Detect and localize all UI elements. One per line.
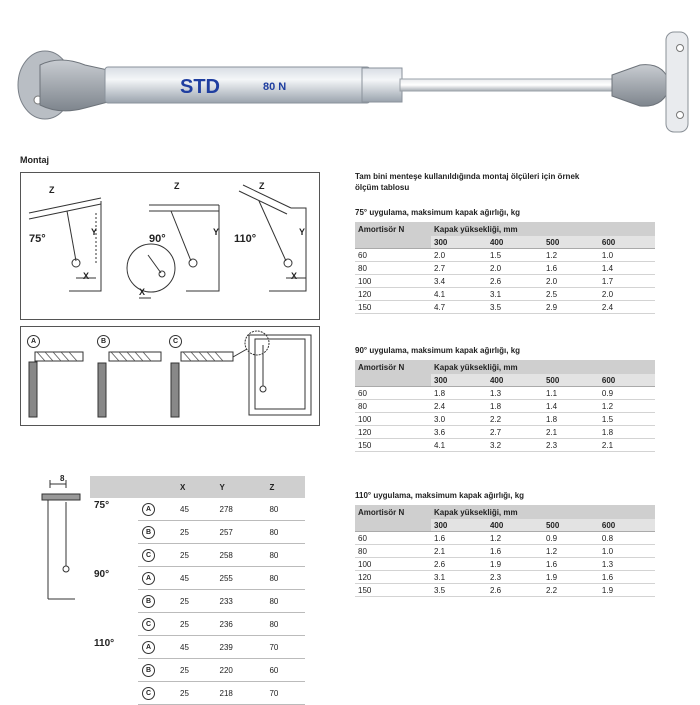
weight-cell: 1.5 bbox=[487, 249, 543, 262]
x-cell: 25 bbox=[176, 613, 216, 636]
weight-cell: 1.8 bbox=[487, 400, 543, 413]
table-row bbox=[355, 387, 655, 400]
blank-cell bbox=[355, 236, 431, 249]
x-cell: 25 bbox=[176, 544, 216, 567]
height-header: 400 bbox=[487, 236, 543, 249]
z-cell: 80 bbox=[265, 590, 305, 613]
table-row bbox=[355, 439, 655, 452]
y-cell: 220 bbox=[216, 659, 266, 682]
force-cell: 60 bbox=[355, 387, 431, 400]
variant-cell bbox=[138, 659, 176, 682]
weight-cell: 0.9 bbox=[599, 387, 655, 400]
angle-cell: 110° bbox=[94, 637, 115, 649]
weight-cell: 1.2 bbox=[599, 400, 655, 413]
y-cell: 255 bbox=[216, 567, 266, 590]
angle-label-90: 90° bbox=[149, 233, 166, 245]
weight-cell: 2.5 bbox=[543, 288, 599, 301]
y-cell: 239 bbox=[216, 636, 266, 659]
intro-text bbox=[355, 171, 685, 193]
force-cell: 150 bbox=[355, 301, 431, 314]
dim-y-3: Y bbox=[299, 227, 306, 237]
force-cell: 120 bbox=[355, 288, 431, 301]
blank-cell bbox=[355, 519, 431, 532]
table1-title: 75° uygulama, maksimum kapak ağırlığı, kg bbox=[355, 208, 521, 217]
angle-label-110: 110° bbox=[234, 233, 257, 245]
weight-cell: 2.3 bbox=[543, 439, 599, 452]
y-cell: 257 bbox=[216, 521, 266, 544]
weight-cell: 0.9 bbox=[543, 532, 599, 545]
side-dim-label: 8 bbox=[60, 474, 65, 483]
variant-marker: C bbox=[142, 618, 155, 631]
weight-cell: 1.8 bbox=[431, 387, 487, 400]
force-cell: 120 bbox=[355, 571, 431, 584]
table-row bbox=[355, 301, 655, 314]
height-label: Kapak yüksekliği, mm bbox=[431, 505, 655, 519]
weight-cell: 2.6 bbox=[487, 584, 543, 597]
weight-cell: 1.9 bbox=[599, 584, 655, 597]
cabinet-side-diagram bbox=[30, 474, 90, 604]
weight-cell: 1.6 bbox=[543, 558, 599, 571]
dim-y-1: Y bbox=[91, 227, 98, 237]
weight-cell: 2.1 bbox=[431, 545, 487, 558]
brand-label: STD bbox=[180, 76, 220, 98]
weight-cell: 1.4 bbox=[599, 262, 655, 275]
weight-cell: 3.5 bbox=[431, 584, 487, 597]
weight-cell: 1.3 bbox=[487, 387, 543, 400]
height-header: 300 bbox=[431, 374, 487, 387]
angle-cell: 90° bbox=[94, 568, 110, 580]
z-cell: 60 bbox=[265, 659, 305, 682]
variant-cell bbox=[138, 682, 176, 705]
angle-diagrams bbox=[20, 172, 320, 320]
z-cell: 80 bbox=[265, 567, 305, 590]
force-cell: 60 bbox=[355, 532, 431, 545]
dim-y-2: Y bbox=[213, 227, 220, 237]
force-label: 80 N bbox=[263, 81, 287, 93]
table-row bbox=[355, 400, 655, 413]
variant-b-marker: B bbox=[97, 335, 110, 348]
variant-marker: A bbox=[142, 503, 155, 516]
x-cell: 25 bbox=[176, 659, 216, 682]
height-header: 400 bbox=[487, 374, 543, 387]
force-cell: 80 bbox=[355, 400, 431, 413]
weight-cell: 1.8 bbox=[543, 413, 599, 426]
table-row bbox=[355, 413, 655, 426]
weight-cell: 3.0 bbox=[431, 413, 487, 426]
weight-cell: 1.9 bbox=[543, 571, 599, 584]
force-cell: 100 bbox=[355, 413, 431, 426]
variant-marker: C bbox=[142, 549, 155, 562]
variant-cell bbox=[138, 590, 176, 613]
weight-cell: 1.3 bbox=[599, 558, 655, 571]
weight-cell: 4.7 bbox=[431, 301, 487, 314]
dim-z-3: Z bbox=[259, 181, 265, 191]
x-cell: 45 bbox=[176, 567, 216, 590]
height-header: 300 bbox=[431, 519, 487, 532]
x-cell: 25 bbox=[176, 590, 216, 613]
x-cell: 25 bbox=[176, 521, 216, 544]
z-cell: 80 bbox=[265, 544, 305, 567]
force-cell: 80 bbox=[355, 262, 431, 275]
weight-cell: 1.6 bbox=[599, 571, 655, 584]
weight-cell: 2.4 bbox=[599, 301, 655, 314]
z-cell: 80 bbox=[265, 498, 305, 521]
variant-cell bbox=[138, 498, 176, 521]
z-cell: 80 bbox=[265, 613, 305, 636]
weight-cell: 4.1 bbox=[431, 439, 487, 452]
z-cell: 70 bbox=[265, 682, 305, 705]
dim-x-2: X bbox=[139, 287, 146, 297]
variant-marker: C bbox=[142, 687, 155, 700]
weight-cell: 1.6 bbox=[431, 532, 487, 545]
weight-cell: 2.0 bbox=[431, 249, 487, 262]
xyz-header-x: X bbox=[176, 476, 216, 498]
weight-cell: 2.4 bbox=[431, 400, 487, 413]
angle-cell: 75° bbox=[94, 500, 110, 511]
weight-cell: 1.6 bbox=[543, 262, 599, 275]
blank-cell bbox=[355, 374, 431, 387]
table-row bbox=[355, 426, 655, 439]
weight-cell: 1.7 bbox=[599, 275, 655, 288]
weight-cell: 1.2 bbox=[543, 545, 599, 558]
weight-cell: 0.8 bbox=[599, 532, 655, 545]
height-header: 400 bbox=[487, 519, 543, 532]
montaj-title: Montaj bbox=[20, 155, 49, 165]
weight-cell: 1.0 bbox=[599, 249, 655, 262]
variant-cell bbox=[138, 613, 176, 636]
force-cell: 150 bbox=[355, 439, 431, 452]
x-cell: 25 bbox=[176, 682, 216, 705]
table-row bbox=[355, 545, 655, 558]
weight-cell: 3.1 bbox=[487, 288, 543, 301]
col-label: Amortisör N bbox=[355, 360, 431, 374]
table-row bbox=[355, 571, 655, 584]
intro-line-1: Tam bini menteşe kullanıldığında montaj ölçüleri için örnek bbox=[355, 172, 580, 181]
dim-x-1: X bbox=[83, 271, 90, 281]
table-row bbox=[355, 288, 655, 301]
weight-cell: 3.4 bbox=[431, 275, 487, 288]
height-label: Kapak yüksekliği, mm bbox=[431, 222, 655, 236]
height-header: 500 bbox=[543, 519, 599, 532]
weight-cell: 3.6 bbox=[431, 426, 487, 439]
force-cell: 80 bbox=[355, 545, 431, 558]
weight-cell: 2.1 bbox=[543, 426, 599, 439]
y-cell: 278 bbox=[216, 498, 266, 521]
xyz-header-y: Y bbox=[216, 476, 266, 498]
weight-cell: 1.2 bbox=[543, 249, 599, 262]
weight-cell: 1.0 bbox=[599, 545, 655, 558]
table-row bbox=[355, 558, 655, 571]
weight-cell: 1.9 bbox=[487, 558, 543, 571]
variant-marker: B bbox=[142, 526, 155, 539]
table-row bbox=[355, 249, 655, 262]
weight-cell: 2.3 bbox=[487, 571, 543, 584]
xyz-header-z: Z bbox=[265, 476, 305, 498]
y-cell: 233 bbox=[216, 590, 266, 613]
weight-cell: 2.6 bbox=[487, 275, 543, 288]
y-cell: 236 bbox=[216, 613, 266, 636]
variant-c-marker: C bbox=[169, 335, 182, 348]
table3-title: 110° uygulama, maksimum kapak ağırlığı, kg bbox=[355, 491, 525, 500]
load-table-90 bbox=[355, 360, 655, 452]
weight-cell: 2.0 bbox=[599, 288, 655, 301]
x-cell: 45 bbox=[176, 498, 216, 521]
intro-line-2: ölçüm tablosu bbox=[355, 183, 410, 192]
weight-cell: 2.6 bbox=[431, 558, 487, 571]
table-row bbox=[355, 532, 655, 545]
y-cell: 218 bbox=[216, 682, 266, 705]
weight-cell: 2.1 bbox=[599, 439, 655, 452]
angle-label-75: 75° bbox=[29, 233, 46, 245]
dim-z-2: Z bbox=[174, 181, 180, 191]
variant-a-marker: A bbox=[27, 335, 40, 348]
dim-z-1: Z bbox=[49, 185, 55, 195]
load-table-75 bbox=[355, 222, 655, 314]
table2-title: 90° uygulama, maksimum kapak ağırlığı, kg bbox=[355, 346, 521, 355]
variant-marker: B bbox=[142, 595, 155, 608]
table-row bbox=[355, 275, 655, 288]
weight-cell: 1.8 bbox=[599, 426, 655, 439]
xyz-table bbox=[90, 476, 305, 705]
variant-cell bbox=[138, 567, 176, 590]
variant-cell bbox=[138, 544, 176, 567]
weight-cell: 3.1 bbox=[431, 571, 487, 584]
force-cell: 60 bbox=[355, 249, 431, 262]
weight-cell: 3.5 bbox=[487, 301, 543, 314]
weight-cell: 2.7 bbox=[431, 262, 487, 275]
force-cell: 150 bbox=[355, 584, 431, 597]
height-header: 500 bbox=[543, 236, 599, 249]
z-cell: 70 bbox=[265, 636, 305, 659]
weight-cell: 2.2 bbox=[543, 584, 599, 597]
variant-marker: A bbox=[142, 641, 155, 654]
table-row bbox=[90, 498, 305, 521]
weight-cell: 2.9 bbox=[543, 301, 599, 314]
height-header: 600 bbox=[599, 374, 655, 387]
col-label: Amortisör N bbox=[355, 222, 431, 236]
weight-cell: 2.0 bbox=[543, 275, 599, 288]
variant-diagrams bbox=[20, 326, 320, 426]
gas-spring-illustration bbox=[0, 20, 700, 140]
variant-marker: A bbox=[142, 572, 155, 585]
height-header: 300 bbox=[431, 236, 487, 249]
weight-cell: 3.2 bbox=[487, 439, 543, 452]
force-cell: 100 bbox=[355, 558, 431, 571]
weight-cell: 1.6 bbox=[487, 545, 543, 558]
x-cell: 45 bbox=[176, 636, 216, 659]
dim-x-3: X bbox=[291, 271, 298, 281]
variant-cell bbox=[138, 521, 176, 544]
height-header: 600 bbox=[599, 236, 655, 249]
y-cell: 258 bbox=[216, 544, 266, 567]
table-row bbox=[355, 262, 655, 275]
variant-marker: B bbox=[142, 664, 155, 677]
weight-cell: 1.4 bbox=[543, 400, 599, 413]
weight-cell: 2.0 bbox=[487, 262, 543, 275]
z-cell: 80 bbox=[265, 521, 305, 544]
weight-cell: 1.1 bbox=[543, 387, 599, 400]
force-cell: 120 bbox=[355, 426, 431, 439]
height-header: 500 bbox=[543, 374, 599, 387]
force-cell: 100 bbox=[355, 275, 431, 288]
table-row bbox=[90, 567, 305, 590]
variant-cell bbox=[138, 636, 176, 659]
load-table-110 bbox=[355, 505, 655, 597]
weight-cell: 4.1 bbox=[431, 288, 487, 301]
weight-cell: 2.2 bbox=[487, 413, 543, 426]
table-row bbox=[90, 636, 305, 659]
weight-cell: 2.7 bbox=[487, 426, 543, 439]
col-label: Amortisör N bbox=[355, 505, 431, 519]
height-header: 600 bbox=[599, 519, 655, 532]
height-label: Kapak yüksekliği, mm bbox=[431, 360, 655, 374]
weight-cell: 1.5 bbox=[599, 413, 655, 426]
weight-cell: 1.2 bbox=[487, 532, 543, 545]
table-row bbox=[355, 584, 655, 597]
